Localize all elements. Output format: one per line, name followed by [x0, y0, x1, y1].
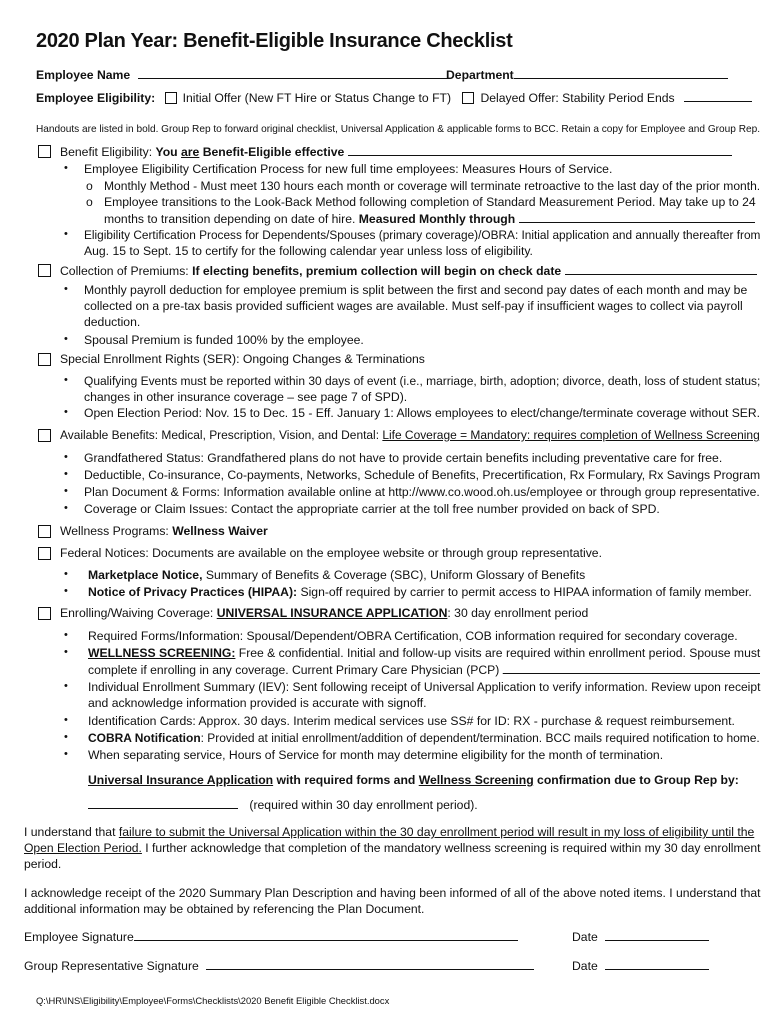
confirm-text: with required forms and — [273, 773, 419, 787]
employee-signature-label: Employee Signature — [24, 930, 134, 944]
list-item: Monthly Method - Must meet 130 hours each month or coverage will terminate retroactive to the last day of the prior month. — [104, 179, 761, 193]
list-item: Eligibility Certification Process for Dependents/Spouses (primary coverage)/OBRA: Initial application and annually thereafter from — [84, 228, 761, 242]
item-text: : Provided at initial enrollment/addition of dependent/termination. BCC mails required notification to home. — [200, 731, 760, 745]
acknowledgement-2: I acknowledge receipt of the 2020 Summary Plan Description and having been informed of all of the above noted items. I understand that — [24, 886, 761, 900]
benefit-eligibility-checkbox[interactable] — [38, 145, 51, 158]
available-benefits-label — [60, 428, 760, 443]
special-enrollment-checkbox[interactable] — [38, 353, 51, 366]
list-item: When separating service, Hours of Service for month may determine eligibility for the month of termination. — [88, 748, 664, 762]
item-text: Summary of Benefits & Coverage (SBC), Uniform Glossary of Benefits — [202, 568, 586, 582]
bullet-icon: • — [64, 333, 68, 345]
bullet-icon: • — [64, 374, 68, 386]
file-path-footer: Q:\HR\INS\Eligibility\Employee\Forms\Checklists\2020 Benefit Eligible Checklist.docx — [36, 995, 390, 1006]
acknowledgement-1-line2 — [24, 841, 760, 856]
label-bold: Wellness Waiver — [172, 524, 268, 538]
acknowledgement-2-line2: additional information may be obtained by referencing the Plan Document. — [24, 902, 425, 916]
label-text: : 30 day enrollment period — [447, 606, 589, 620]
circle-bullet-icon: o — [86, 179, 93, 193]
check-date-field[interactable] — [565, 263, 757, 275]
list-item: changes in other insurance coverage – see page 7 of SPD). — [84, 390, 408, 404]
list-item: Deductible, Co-insurance, Co-payments, Networks, Schedule of Benefits, Precertification, Rx Formulary, Rx Savings Program — [84, 468, 761, 482]
circle-bullet-icon: o — [86, 195, 93, 209]
confirm-underlined: Wellness Screening — [418, 773, 534, 787]
page-title: 2020 Plan Year: Benefit-Eligible Insurance Checklist — [36, 30, 513, 52]
list-item: Qualifying Events must be reported within 30 days of event (i.e., marriage, birth, adoption; divorce, death, loss of student status; — [84, 374, 761, 388]
label-bold: You — [155, 145, 182, 159]
list-item — [104, 211, 755, 227]
item-text: months to transition depending on date of hire. — [104, 212, 359, 226]
confirm-required-note: (required within 30 day enrollment period). — [249, 798, 478, 812]
label-text: Enrolling/Waiving Coverage: — [60, 606, 217, 620]
item-bold: Measured Monthly through — [358, 212, 516, 226]
bullet-icon: • — [64, 283, 68, 295]
employee-signature-row — [24, 929, 518, 945]
label-text: Benefit Eligibility: — [60, 145, 156, 159]
list-item: Employee Eligibility Certification Process for new full time employees: Measures Hours of Service. — [84, 162, 613, 176]
list-item: Identification Cards: Approx. 30 days. Interim medical services use SS# for ID: RX - purchase & request reimbursement. — [88, 714, 735, 728]
rep-signature-field[interactable] — [206, 958, 534, 970]
initial-offer-label: Initial Offer (New FT Hire or Status Change to FT) — [182, 91, 452, 105]
date-label: Date — [572, 959, 598, 973]
list-item: Open Election Period: Nov. 15 to Dec. 15 - Eff. January 1: Allows employees to elect/change/terminate coverage without SER. — [84, 406, 761, 420]
list-item: Individual Enrollment Summary (IEV): Sent following receipt of Universal Application to verify information. Review upon receipt — [88, 680, 761, 694]
list-item: deduction. — [84, 315, 141, 329]
label-text: Available Benefits: Medical, Prescription, Vision, and Dental: — [60, 428, 383, 442]
list-item — [88, 662, 760, 678]
list-item — [88, 646, 760, 661]
department-label: Department — [446, 68, 514, 82]
label-text: Collection of Premiums: — [60, 264, 193, 278]
label-underlined: are — [181, 145, 200, 159]
bullet-icon: • — [64, 485, 68, 497]
list-item: and acknowledge information provided is accurate with signoff. — [88, 696, 427, 710]
list-item: Plan Document & Forms: Information available online at http://www.co.wood.oh.us/employee or through group representative. — [84, 485, 760, 499]
ack-text: I further acknowledge that completion of the mandatory wellness screening is required within my 30 day enrollment — [141, 841, 761, 855]
item-bold: COBRA Notification — [88, 731, 201, 745]
label-bold: Benefit-Eligible effective — [199, 145, 345, 159]
bullet-icon: • — [64, 585, 68, 597]
wellness-programs-label — [60, 524, 268, 539]
enrolling-waiving-checkbox[interactable] — [38, 607, 51, 620]
employee-name-row — [36, 67, 448, 83]
list-item: collected on a pre-tax basis provided sufficient wages are available. Must self-pay if insufficient wages to collect via payroll — [84, 299, 743, 313]
item-bold: Marketplace Notice, — [88, 568, 203, 582]
item-bold-underlined: WELLNESS SCREENING: — [88, 646, 236, 660]
confirm-text: confirmation due to Group Rep by: — [533, 773, 739, 787]
list-item: Spousal Premium is funded 100% by the employee. — [84, 333, 364, 347]
collection-premiums-label — [60, 263, 757, 279]
list-item: Monthly payroll deduction for employee premium is split between the first and second pay dates of each month and may be — [84, 283, 748, 297]
bullet-icon: • — [64, 646, 68, 658]
bullet-icon: • — [64, 629, 68, 641]
federal-notices-checkbox[interactable] — [38, 547, 51, 560]
list-item — [88, 568, 585, 583]
department-field[interactable] — [514, 67, 728, 79]
list-item: Coverage or Claim Issues: Contact the appropriate carrier at the toll free number provided on back of SPD. — [84, 502, 660, 516]
bullet-icon: • — [64, 731, 68, 743]
employee-date-field[interactable] — [605, 929, 709, 941]
enrolling-waiving-label — [60, 606, 588, 621]
ack-underlined: Open Election Period. — [24, 841, 142, 855]
confirmation-line — [88, 773, 739, 788]
acknowledgement-1 — [24, 825, 754, 840]
label-bold-underlined: UNIVERSAL INSURANCE APPLICATION — [216, 606, 448, 620]
label-underlined: Life Coverage = Mandatory: requires completion of Wellness Screening — [382, 428, 760, 442]
rep-date-row — [572, 958, 709, 974]
collection-premiums-checkbox[interactable] — [38, 264, 51, 277]
rep-signature-row — [24, 958, 534, 974]
effective-date-field[interactable] — [348, 144, 732, 156]
item-text: complete if enrolling in any coverage. Current Primary Care Physician (PCP) — [88, 663, 500, 677]
employee-name-label: Employee Name — [36, 68, 131, 82]
department-row — [446, 67, 728, 83]
list-item: Aug. 15 to Sept. 15 to certify for the following calendar year unless loss of eligibility. — [84, 244, 533, 258]
pcp-field[interactable] — [503, 662, 760, 674]
bullet-icon: • — [64, 406, 68, 418]
rep-signature-label: Group Representative Signature — [24, 959, 199, 973]
confirmation-date-row — [88, 797, 478, 813]
delayed-offer-label: Delayed Offer: Stability Period Ends — [480, 91, 675, 105]
employee-date-row — [572, 929, 709, 945]
item-text: Free & confidential. Initial and follow-up visits are required within enrollment period. Spouse must — [235, 646, 761, 660]
employee-signature-field[interactable] — [134, 929, 518, 941]
bullet-icon: • — [64, 451, 68, 463]
bullet-icon: • — [64, 228, 68, 240]
stability-end-field[interactable] — [684, 90, 752, 102]
wellness-programs-checkbox[interactable] — [38, 525, 51, 538]
ack-underlined: failure to submit the Universal Application within the 30 day enrollment period will result in my loss of eligibility until the — [118, 825, 755, 839]
ack-text: I understand that — [24, 825, 119, 839]
list-item: Employee transitions to the Look-Back Method following completion of Standard Measurement Period. May take up to 24 — [104, 195, 756, 209]
handouts-note: Handouts are listed in bold. Group Rep to forward original checklist, Universal Application & applicable forms to BCC. Retain a copy for Employee and Group Rep. — [36, 124, 761, 135]
federal-notices-label: Federal Notices: Documents are available on the employee website or through group representative. — [60, 546, 602, 560]
confirm-underlined: Universal Insurance Application — [88, 773, 274, 787]
list-item: Required Forms/Information: Spousal/Dependent/OBRA Certification, COB information required for secondary coverage. — [88, 629, 738, 643]
bullet-icon: • — [64, 468, 68, 480]
initial-offer-checkbox[interactable] — [165, 92, 177, 104]
bullet-icon: • — [64, 502, 68, 514]
employee-name-field[interactable] — [138, 67, 448, 79]
confirmation-date-field[interactable] — [88, 797, 238, 809]
rep-date-field[interactable] — [605, 958, 709, 970]
eligibility-row — [36, 90, 752, 106]
list-item — [88, 731, 760, 746]
eligibility-label: Employee Eligibility: — [36, 91, 156, 105]
bullet-icon: • — [64, 162, 68, 174]
label-bold: If electing benefits, premium collection will begin on check date — [192, 264, 562, 278]
label-text: Wellness Programs: — [60, 524, 173, 538]
acknowledgement-1-line3: period. — [24, 857, 62, 871]
bullet-icon: • — [64, 748, 68, 760]
item-bold: Notice of Privacy Practices (HIPAA): — [88, 585, 298, 599]
bullet-icon: • — [64, 714, 68, 726]
date-label: Date — [572, 930, 598, 944]
item-text: Sign-off required by carrier to permit access to HIPAA information of family member. — [297, 585, 752, 599]
delayed-offer-checkbox[interactable] — [462, 92, 474, 104]
measured-monthly-field[interactable] — [519, 211, 755, 223]
list-item — [88, 585, 752, 600]
special-enrollment-label: Special Enrollment Rights (SER): Ongoing Changes & Terminations — [60, 352, 425, 366]
available-benefits-checkbox[interactable] — [38, 429, 51, 442]
benefit-eligibility-label — [60, 144, 732, 160]
bullet-icon: • — [64, 680, 68, 692]
list-item: Grandfathered Status: Grandfathered plans do not have to provide certain benefits including preventative care for free. — [84, 451, 723, 465]
bullet-icon: • — [64, 568, 68, 580]
